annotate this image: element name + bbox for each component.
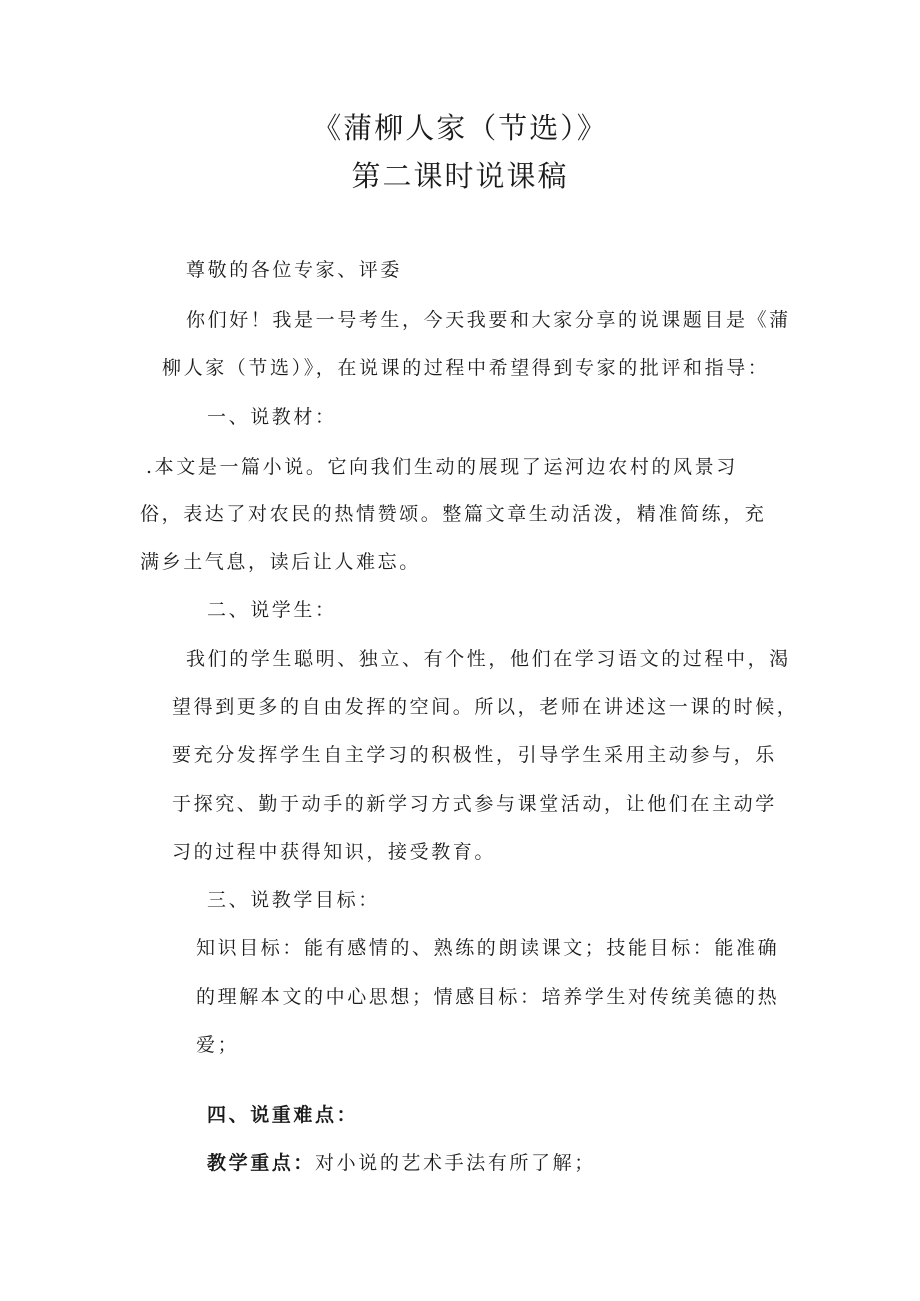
students-paragraph-line: 我们的学生聪明、独立、有个性，他们在学习语文的过程中，渴 bbox=[186, 648, 791, 670]
textbook-paragraph-line: .本文是一篇小说。它向我们生动的展现了运河边农村的风景习 bbox=[146, 456, 738, 478]
section-heading-objectives: 三、说教学目标： bbox=[207, 889, 380, 911]
section-heading-students: 二、说学生： bbox=[207, 599, 337, 621]
teaching-focus-text: 对小说的艺术手法有所了解； bbox=[315, 1152, 596, 1174]
students-paragraph-line: 要充分发挥学生自主学习的积极性，引导学生采用主动参与，乐 bbox=[172, 744, 777, 766]
document-title: 《蒲柳人家（节选）》 bbox=[312, 111, 608, 145]
objectives-paragraph-line: 知识目标：能有感情的、熟练的朗读课文；技能目标：能准确 bbox=[196, 937, 780, 959]
textbook-paragraph-line: 满乡土气息，读后让人难忘。 bbox=[140, 551, 421, 573]
teaching-focus-label: 教学重点： bbox=[207, 1152, 316, 1174]
intro-paragraph-line: 柳人家（节选）》，在说课的过程中希望得到专家的批评和指导： bbox=[162, 357, 770, 379]
document-subtitle: 第二课时说课稿 bbox=[351, 159, 569, 193]
section-heading-key-points: 四、说重难点： bbox=[207, 1104, 359, 1126]
objectives-paragraph-line: 的理解本文的中心思想；情感目标：培养学生对传统美德的热 bbox=[196, 986, 780, 1008]
section-heading-textbook: 一、说教材： bbox=[207, 406, 337, 428]
teaching-focus-line bbox=[207, 1149, 596, 1177]
students-paragraph-line: 于探究、勤于动手的新学习方式参与课堂活动，让他们在主动学 bbox=[172, 793, 777, 815]
intro-paragraph-line: 你们好！我是一号考生，今天我要和大家分享的说课题目是《蒲 bbox=[186, 309, 791, 331]
textbook-paragraph-line: 俗，表达了对农民的热情赞颂。整篇文章生动活泼，精准简练，充 bbox=[140, 503, 767, 525]
students-paragraph-line: 习的过程中获得知识，接受教育。 bbox=[172, 841, 497, 863]
greeting: 尊敬的各位专家、评委 bbox=[186, 259, 403, 281]
students-paragraph-line: 望得到更多的自由发挥的空间。所以，老师在讲述这一课的时候， bbox=[172, 696, 799, 718]
objectives-paragraph-line: 爱； bbox=[196, 1034, 240, 1056]
